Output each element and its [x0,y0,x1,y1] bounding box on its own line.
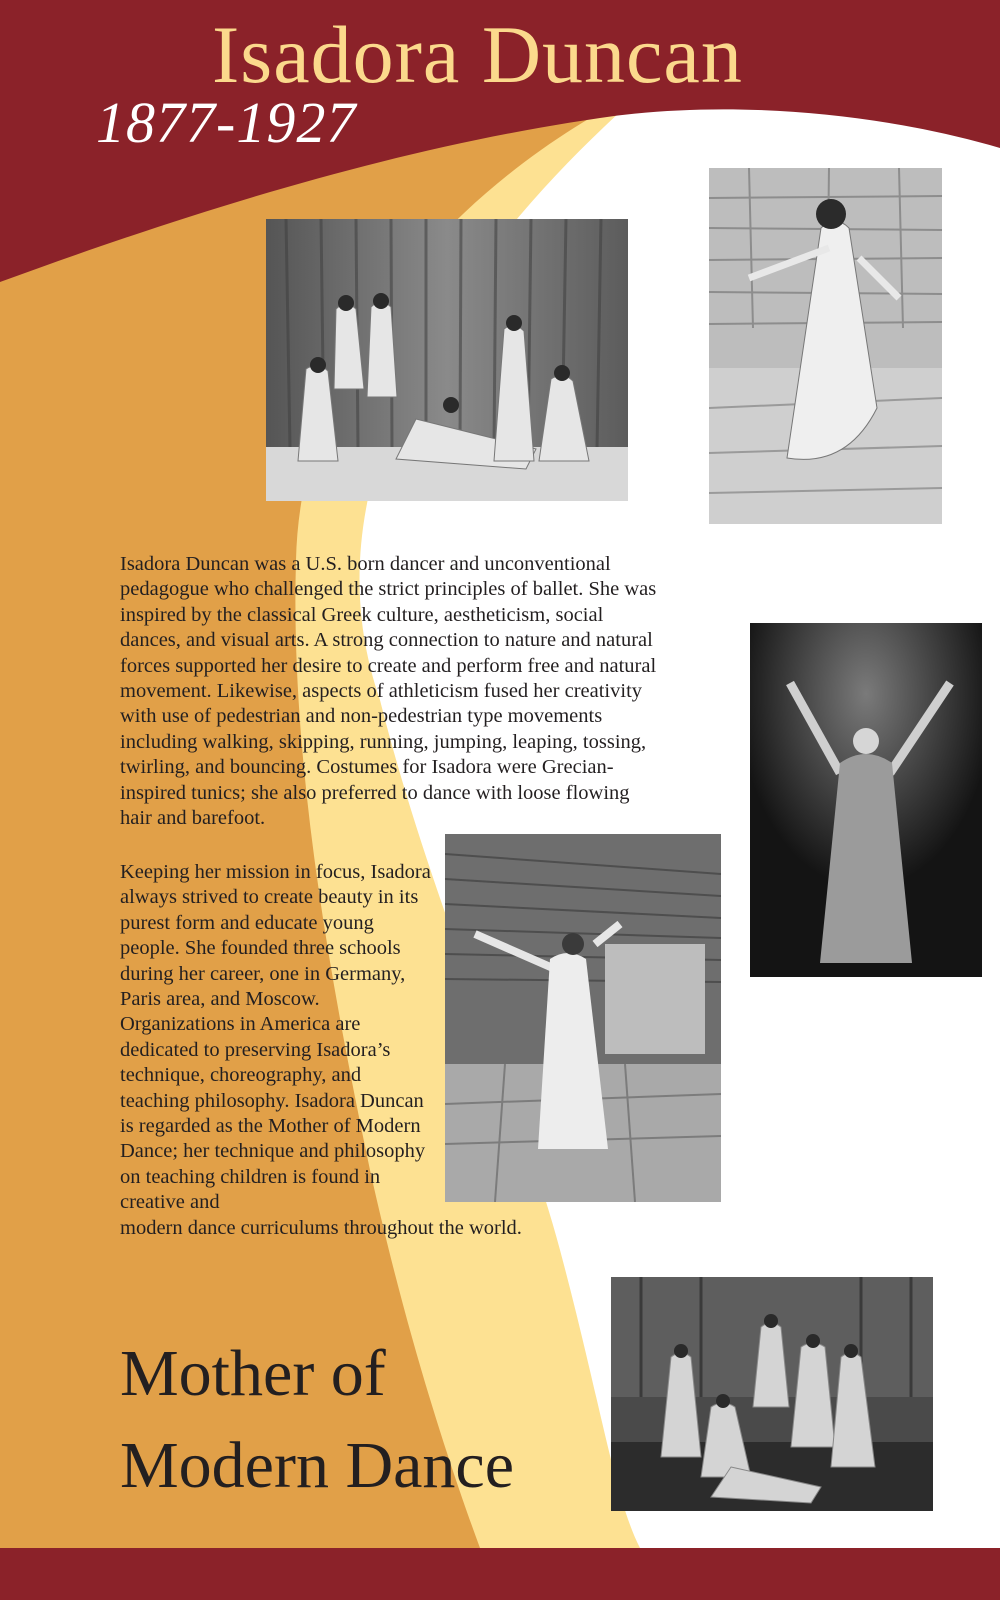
mission-paragraph-last-line: modern dance curriculums throughout the world. [120,1216,522,1239]
photo-group-seated-dancers [611,1277,933,1511]
photo-duncan-amphitheater [445,834,721,1202]
photo-duncan-ruins-standing [709,168,942,524]
photo-group-dancers-stage [266,219,628,501]
tagline-line1: Mother of [120,1337,386,1410]
mission-paragraph-main: Keeping her mission in focus, Isadora always strived to create beauty in its purest form and educate young people. She founded three schools during her career, one in Germany, Paris area, and Moscow. Organizations in America are dedicated to preserving Isadora’s technique, choreography, and teaching philosophy. Isadora Duncan is regarded as the Mother of Modern Dance; her technique and philosophy on teaching children is found in creative and [120,861,431,1214]
tagline-line2: Modern Dance [120,1429,515,1502]
footer-bar [0,1548,1000,1600]
life-dates: 1877-1927 [96,90,357,155]
photo-duncan-arms-raised [750,623,982,977]
tagline [120,1328,514,1512]
page-title: Isadora Duncan [212,9,743,100]
intro-paragraph: Isadora Duncan was a U.S. born dancer and unconventional pedagogue who challenged the strict principles of ballet. She was inspired by the classical Greek culture, aestheticism, social dances, and visual arts. A strong connection to nature and natural forces supported her desire to create and perform free and natural movement. Likewise, aspects of athleticism fused her creativity with use of pedestrian and non-pedestrian type movements including walking, skipping, running, jumping, leaping, tossing, twirling, and bouncing. Costumes for Isadora were Grecian-inspired tunics; she also preferred to dance with loose flowing hair and barefoot. [120,553,657,830]
